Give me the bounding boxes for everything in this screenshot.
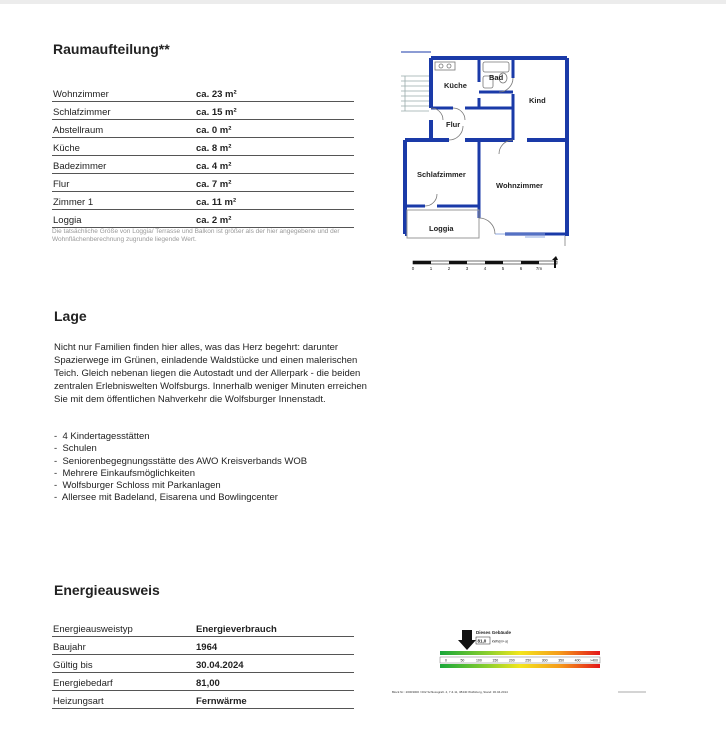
label-loggia: Loggia <box>429 224 454 233</box>
scale-tick: 7m <box>535 266 543 271</box>
rooms-note: Die tatsächliche Größe von Loggia/ Terrasse und Balkon ist größer als der hier angegebene und der Wohnflächenberechnung zugrunde liegende Wert. <box>52 228 340 243</box>
energie-table <box>52 619 354 709</box>
label-schlafzimmer: Schlafzimmer <box>417 170 466 179</box>
scale-tick: 6 <box>519 266 523 271</box>
scale-footer: Block Nr.: 20003000 / 002 Schlossgraft. 4, 7 & 11, 38440 Wolfsburg, Stand: 30.04.2014 <box>392 690 508 694</box>
table-row: Energiebedarf 81,00 <box>52 673 354 691</box>
table-row: Gültig bis 30.04.2024 <box>52 655 354 673</box>
scale-tick: 4 <box>483 266 487 271</box>
energy-tick-label: 100 <box>475 658 482 663</box>
energy-tick-label: 300 <box>541 658 548 663</box>
lage-paragraph: Nicht nur Familien finden hier alles, was das Herz begehrt: darunter Spazierwege im Grünen, einladende Waldstücke und einen malerischen Teich. Gleich nebenan liegen die Autostadt und der Allerpark - die beiden zentralen Erlebniswelten Wolfsburgs. Innerhalb weniger Minuten erreichen Sie mit dem öffentlichen Nahverkehr die Wolfsburger Innenstadt. <box>54 342 367 405</box>
label-flur: Flur <box>446 120 461 129</box>
energy-tick-label: 400 <box>574 658 581 663</box>
value-arrow-icon <box>458 630 476 650</box>
label-kind: Kind <box>529 96 546 105</box>
floor-plan <box>395 48 575 273</box>
list-item: - Wolfsburger Schloss mit Parkanlagen <box>54 480 307 492</box>
label-bad: Bad <box>489 73 504 82</box>
scale-tick: 2 <box>447 266 451 271</box>
list-item: - Mehrere Einkaufsmöglichkeiten <box>54 468 307 480</box>
scale-tick: 1 <box>429 266 433 271</box>
table-row: Badezimmer ca. 4 m² <box>52 156 354 174</box>
list-item: - Allersee mit Badeland, Eisarena und Bowlingcenter <box>54 492 307 504</box>
energy-tick-label: >400 <box>590 658 598 663</box>
rooms-title: Raumaufteilung** <box>53 41 170 57</box>
scale-tick: 5 <box>501 266 505 271</box>
energy-tick-label: 250 <box>525 658 532 663</box>
table-row: Abstellraum ca. 0 m² <box>52 120 354 138</box>
table-row: Loggia ca. 2 m² <box>52 210 354 228</box>
energie-title: Energieausweis <box>54 582 160 598</box>
list-item: - Seniorenbegegnungsstätte des AWO Kreisverbands WOB <box>54 456 307 468</box>
table-row: Heizungsart Fernwärme <box>52 691 354 709</box>
lage-title: Lage <box>54 308 87 324</box>
table-row: Schlafzimmer ca. 15 m² <box>52 102 354 120</box>
energy-scale <box>390 626 660 698</box>
table-row: Küche ca. 8 m² <box>52 138 354 156</box>
top-divider <box>0 0 726 4</box>
list-item: - 4 Kindertagesstätten <box>54 431 307 443</box>
scale-tick: 3 <box>465 266 469 271</box>
stairs <box>401 76 429 111</box>
lage-list <box>54 431 307 505</box>
scale-bar <box>412 256 558 271</box>
table-row: Baujahr 1964 <box>52 637 354 655</box>
table-row: Flur ca. 7 m² <box>52 174 354 192</box>
table-row: Wohnzimmer ca. 23 m² <box>52 84 354 102</box>
energy-tick-label: 350 <box>558 658 565 663</box>
table-row: Energieausweistyp Energieverbrauch <box>52 619 354 637</box>
energy-tick-label: 0 <box>445 658 447 663</box>
label-wohnzimmer: Wohnzimmer <box>496 181 543 190</box>
scale-value: 81,0 <box>477 638 487 644</box>
energy-gradient <box>440 651 600 655</box>
table-row: Zimmer 1 ca. 11 m² <box>52 192 354 210</box>
energy-tick-label: 50 <box>460 658 465 663</box>
rooms-table <box>52 84 354 228</box>
scale-unit: kWh/(m²·a) <box>492 639 508 644</box>
energy-tick-label: 150 <box>492 658 499 663</box>
list-item: - Schulen <box>54 443 307 455</box>
energy-tick-label: 200 <box>508 658 515 663</box>
scale-tick: 0 <box>411 266 415 271</box>
scale-header: Dieses Gebäude <box>476 630 512 635</box>
label-kueche: Küche <box>444 81 467 90</box>
